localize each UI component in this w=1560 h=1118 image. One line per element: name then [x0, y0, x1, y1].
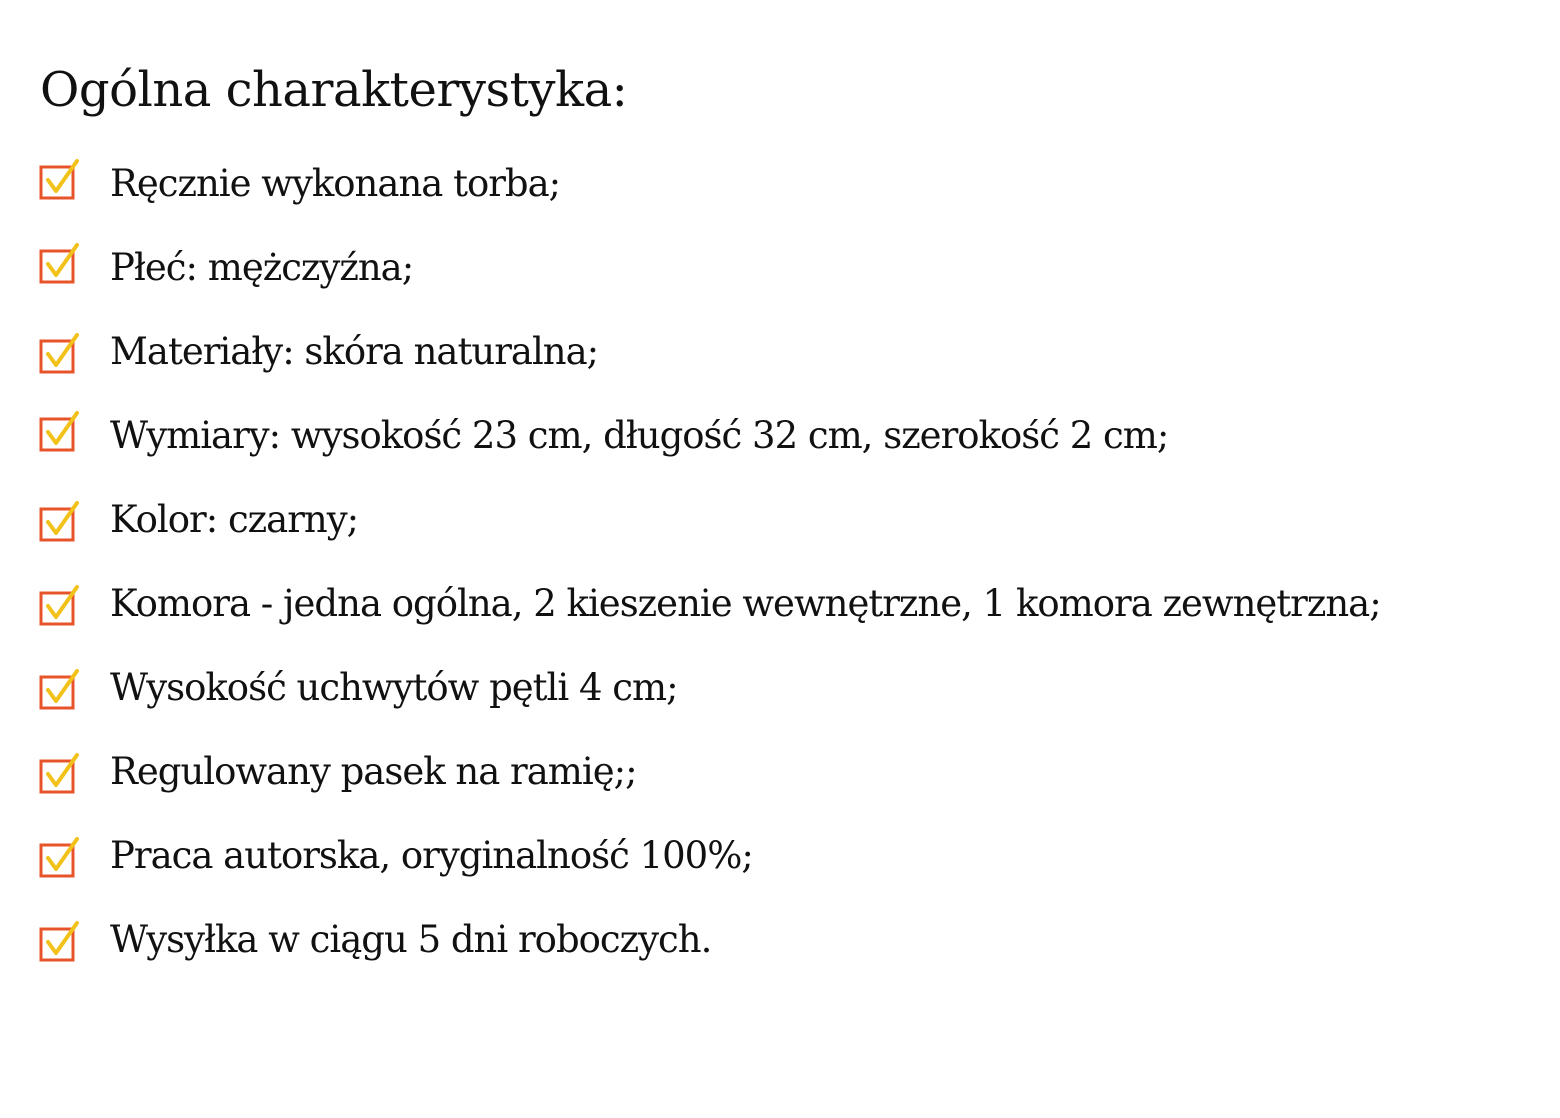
- list-item: [38, 562, 1548, 646]
- list-item: [38, 478, 1548, 562]
- feature-text: Komora - jedna ogólna, 2 kieszenie wewnętrzne, 1 komora zewnętrzna;: [110, 582, 1381, 625]
- checkbox-checked-icon: [38, 584, 82, 628]
- list-item: [38, 142, 1548, 226]
- feature-text: Płeć: mężczyźna;: [110, 246, 414, 289]
- checkbox-checked-icon: [38, 836, 82, 880]
- checkbox-checked-icon: [38, 752, 82, 796]
- list-item: [38, 814, 1548, 898]
- feature-text: Praca autorska, oryginalność 100%;: [110, 834, 753, 877]
- checkbox-checked-icon: [38, 332, 82, 376]
- checkbox-checked-icon: [38, 920, 82, 964]
- checkbox-checked-icon: [38, 500, 82, 544]
- list-item: [38, 310, 1548, 394]
- list-item: [38, 394, 1548, 478]
- checkbox-checked-icon: [38, 668, 82, 712]
- page-title: Ogólna charakterystyka:: [40, 62, 628, 118]
- feature-text: Wysyłka w ciągu 5 dni roboczych.: [110, 918, 712, 961]
- feature-text: Wysokość uchwytów pętli 4 cm;: [110, 666, 678, 709]
- list-item: [38, 646, 1548, 730]
- list-item: [38, 730, 1548, 814]
- checkbox-checked-icon: [38, 410, 82, 454]
- list-item: [38, 226, 1548, 310]
- feature-list: [38, 142, 1548, 982]
- checkbox-checked-icon: [38, 242, 82, 286]
- checkbox-checked-icon: [38, 158, 82, 202]
- feature-text: Kolor: czarny;: [110, 498, 359, 541]
- list-item: [38, 898, 1548, 982]
- feature-text: Ręcznie wykonana torba;: [110, 162, 561, 205]
- feature-text: Materiały: skóra naturalna;: [110, 330, 599, 373]
- feature-text: Regulowany pasek na ramię;;: [110, 750, 637, 793]
- feature-text: Wymiary: wysokość 23 cm, długość 32 cm, szerokość 2 cm;: [110, 414, 1169, 457]
